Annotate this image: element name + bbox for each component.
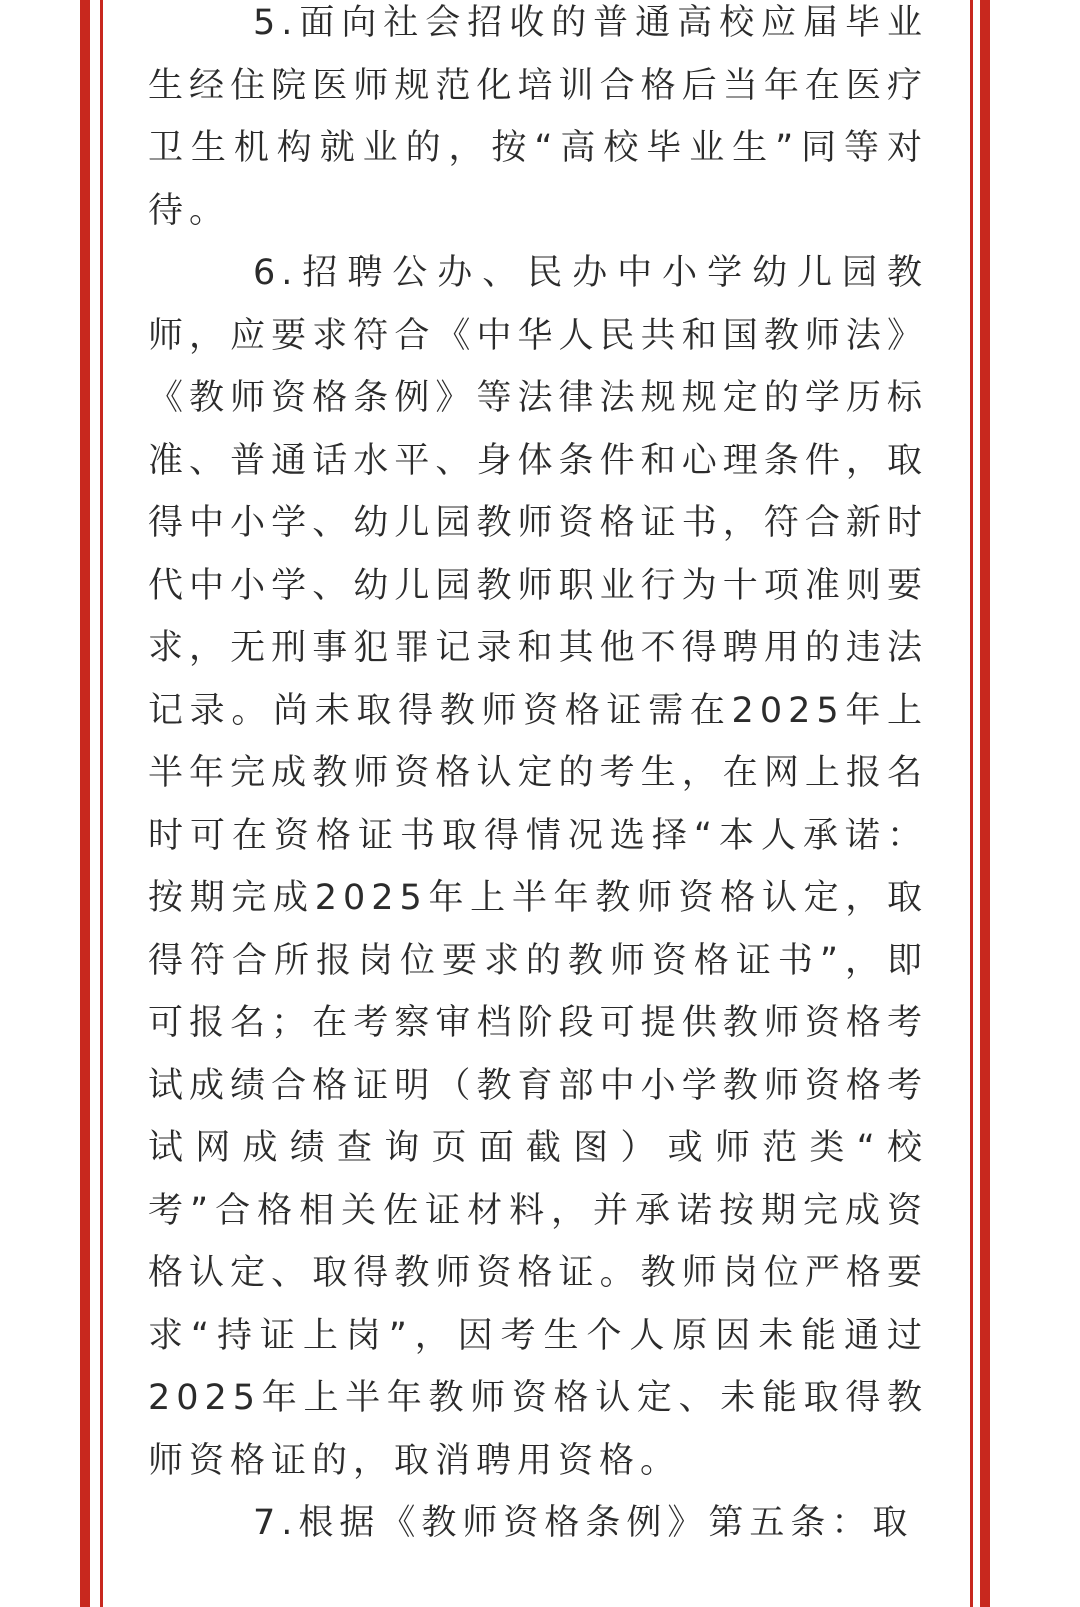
paragraph-item-5: 5.面向社会招收的普通高校应届毕业生经住院医师规范化培训合格后当年在医疗卫生机构就业的，按“高校毕业生”同等对待。 xyxy=(148,3,928,231)
right-border-inner xyxy=(970,0,973,1607)
right-border-outer xyxy=(980,0,990,1607)
left-border-inner xyxy=(100,0,103,1607)
paragraph-item-6: 6.招聘公办、民办中小学幼儿园教师，应要求符合《中华人民共和国教师法》《教师资格条例》等法律法规规定的学历标准、普通话水平、身体条件和心理条件，取得中小学、幼儿园教师资格证书，符合新时代中小学、幼儿园教师职业行为十项准则要求，无刑事犯罪记录和其他不得聘用的违法记录。尚未取得教师资格证需在2025年上半年完成教师资格认定的考生，在网上报名时可在资格证书取得情况选择“本人承诺：按期完成2025年上半年教师资格认定，取得符合所报岗位要求的教师资格证书”，即可报名；在考察审档阶段可提供教师资格考试成绩合格证明（教育部中小学教师资格考试网成绩查询页面截图）或师范类“校考”合格相关佐证材料，并承诺按期完成资格认定、取得教师资格证。教师岗位严格要求“持证上岗”，因考生个人原因未能通过2025年上半年教师资格认定、未能取得教师资格证的，取消聘用资格。 xyxy=(148,253,928,1481)
left-border-outer xyxy=(80,0,90,1607)
paragraph-item-7: 7.根据《教师资格条例》第五条：取 xyxy=(253,1503,914,1543)
article-body xyxy=(148,0,928,1555)
